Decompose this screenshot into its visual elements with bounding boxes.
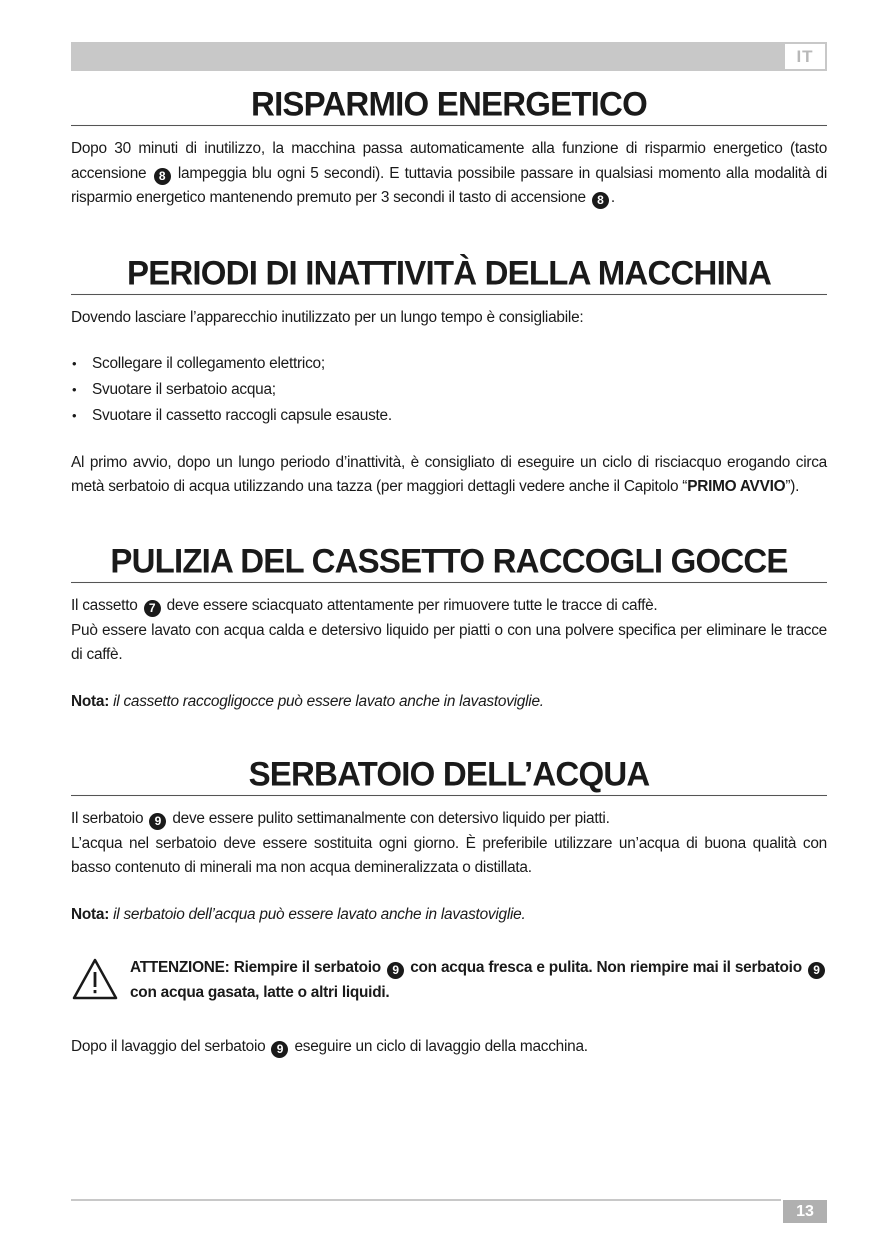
section-title: SERBATOIO DELL’ACQUA <box>71 753 827 796</box>
section-water-tank <box>71 754 827 927</box>
paragraph: Dopo il lavaggio del serbatoio 9 eseguire un ciclo di lavaggio della macchina. <box>71 1038 588 1056</box>
paragraph: Dovendo lasciare l’apparecchio inutilizzato per un lungo tempo è consigliabile: <box>71 309 584 326</box>
paragraph: Può essere lavato con acqua calda e detersivo liquido per piatti o con una polvere specifica per eliminare le tracce di caffè. <box>71 621 827 663</box>
section-inactivity <box>71 253 827 500</box>
warning-box <box>71 955 827 1005</box>
number-badge-icon: 8 <box>154 168 171 185</box>
note: Nota: il serbatoio dell’acqua può essere lavato anche in lavastoviglie. <box>71 905 526 923</box>
footer-line <box>71 1199 781 1201</box>
list-item: • Svuotare il serbatoio acqua; <box>71 377 827 403</box>
number-badge-icon: 7 <box>144 600 161 617</box>
paragraph: L’acqua nel serbatoio deve essere sostituita ogni giorno. È preferibile utilizzare un’acqua di buona qualità con basso contenuto di minerali ma non acqua demineralizzata o distillata. <box>71 834 827 876</box>
bullet-list <box>71 351 827 429</box>
header-bar <box>71 42 827 71</box>
list-item: • Scollegare il collegamento elettrico; <box>71 351 827 377</box>
paragraph: Il cassetto 7 deve essere sciacquato attentamente per rimuovere tutte le tracce di caffè. <box>71 597 658 615</box>
warning-triangle-icon <box>71 957 119 1001</box>
note: Nota: il cassetto raccogligocce può essere lavato anche in lavastoviglie. <box>71 692 544 710</box>
number-badge-icon: 9 <box>149 813 166 830</box>
section-title: PULIZIA DEL CASSETTO RACCOGLI GOCCE <box>71 540 827 583</box>
number-badge-icon: 8 <box>592 192 609 209</box>
list-item: • Svuotare il cassetto raccogli capsule esauste. <box>71 403 827 429</box>
number-badge-icon: 9 <box>808 962 825 979</box>
language-tag: IT <box>784 43 826 70</box>
paragraph: Dopo 30 minuti di inutilizzo, la macchina passa automaticamente alla funzione di risparmio energetico (tasto accensione 8 lampeggia blu ogni 5 secondi). E tuttavia possibile passare in qualsiasi momento alla modalità di risparmio energetico mantenendo premuto per 3 secondi il tasto di accensione 8 . <box>71 140 827 207</box>
section-title: RISPARMIO ENERGETICO <box>71 83 827 126</box>
section-title: PERIODI DI INATTIVITÀ DELLA MACCHINA <box>71 252 827 295</box>
warning-text: ATTENZIONE: Riempire il serbatoio 9 con acqua fresca e pulita. Non riempire mai il serbatoio 9 con acqua gasata, latte o altri liquidi. <box>130 955 827 1005</box>
paragraph: Al primo avvio, dopo un lungo periodo d’inattività, è consigliato di eseguire un ciclo di risciacquo erogando circa metà serbatoio di acqua utilizzando una tazza (per maggiori dettagli vedere anche il Capitolo “PRIMO AVVIO”). <box>71 453 827 495</box>
number-badge-icon: 9 <box>387 962 404 979</box>
paragraph: Il serbatoio 9 deve essere pulito settimanalmente con detersivo liquido per piatti. <box>71 810 610 828</box>
page-number: 13 <box>783 1200 827 1223</box>
section-energy-saving <box>71 84 827 211</box>
section-drip-tray <box>71 541 827 714</box>
number-badge-icon: 9 <box>271 1041 288 1058</box>
